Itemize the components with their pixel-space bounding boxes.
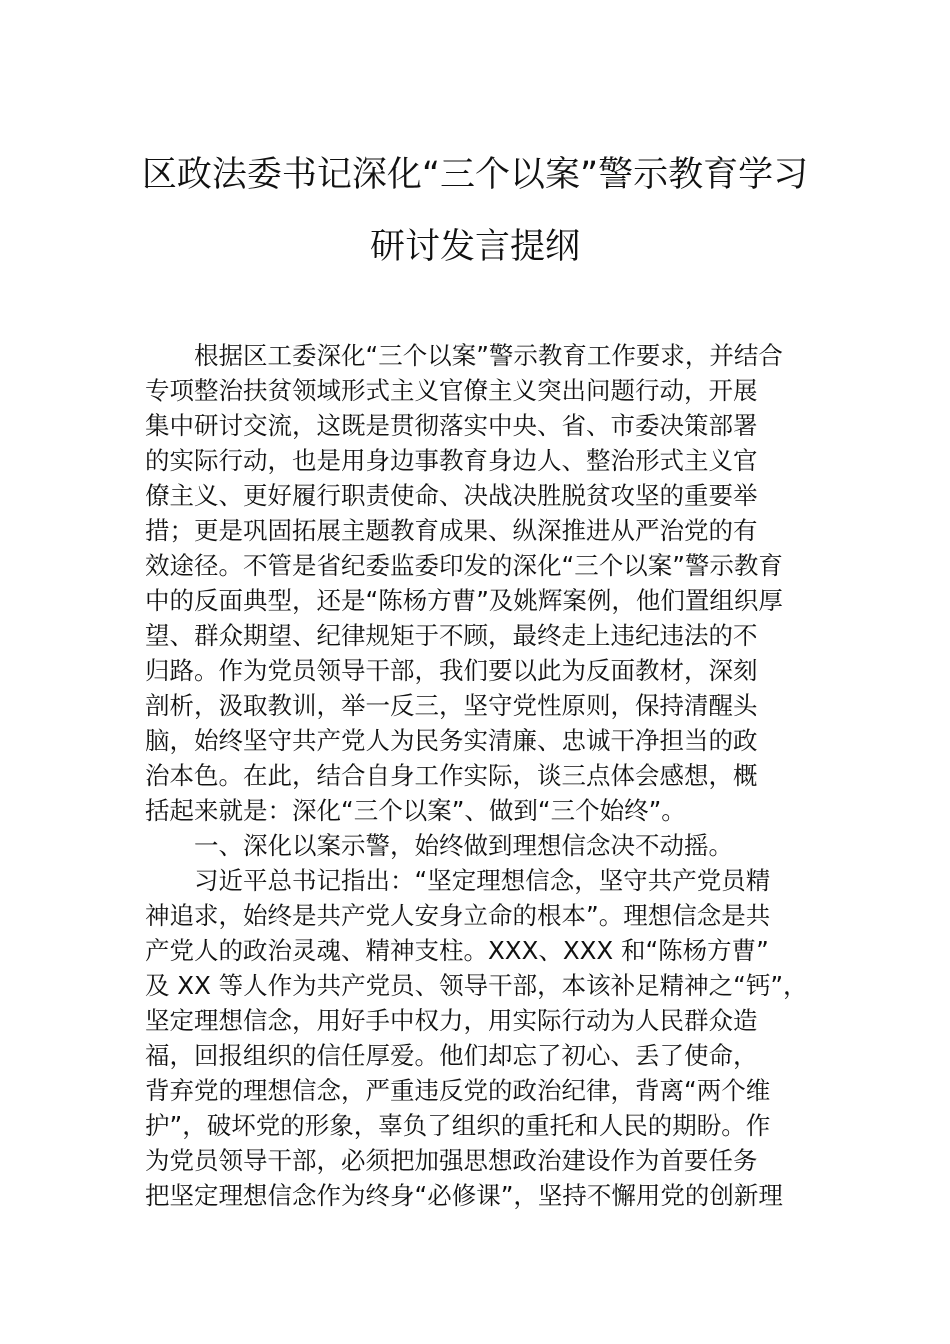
paragraph-line: 归路。作为党员领导干部，我们要以此为反面教材，深刻 bbox=[145, 656, 758, 685]
paragraph-line: 根据区工委深化“三个以案”警示教育工作要求，并结合 bbox=[194, 341, 783, 370]
paragraph-line: 中的反面典型，还是“陈杨方曹”及姚辉案例，他们置组织厚 bbox=[145, 586, 783, 615]
paragraph-line: 剖析，汲取教训，举一反三，坚守党性原则，保持清醒头 bbox=[145, 691, 758, 720]
paragraph-line: 福，回报组织的信任厚爱。他们却忘了初心、丢了使命， bbox=[145, 1041, 758, 1070]
paragraph-line: 习近平总书记指出：“坚定理想信念，坚守共产党员精 bbox=[194, 866, 771, 895]
paragraph-line: 为党员领导干部，必须把加强思想政治建设作为首要任务 bbox=[145, 1146, 758, 1175]
document-title-line-2: 研讨发言提纲 bbox=[369, 227, 580, 267]
paragraph-line: 括起来就是：深化“三个以案”、做到“三个始终”。 bbox=[145, 796, 686, 825]
paragraph-line: 及 XX 等人作为共产党员、领导干部，本该补足精神之“钙”， bbox=[145, 971, 808, 1000]
paragraph-line: 坚定理想信念，用好手中权力，用实际行动为人民群众造 bbox=[145, 1006, 758, 1035]
paragraph-line: 措；更是巩固拓展主题教育成果、纵深推进从严治党的有 bbox=[145, 516, 758, 545]
paragraph-line: 护”，破坏党的形象，辜负了组织的重托和人民的期盼。作 bbox=[145, 1111, 771, 1140]
paragraph-line: 神追求，始终是共产党人安身立命的根本”。理想信念是共 bbox=[145, 901, 771, 930]
paragraph-line: 治本色。在此，结合自身工作实际，谈三点体会感想，概 bbox=[145, 761, 758, 790]
paragraph-line: 望、群众期望、纪律规矩于不顾，最终走上违纪违法的不 bbox=[145, 621, 758, 650]
document-title-line-1: 区政法委书记深化“三个以案”警示教育学习 bbox=[141, 155, 809, 195]
section-heading: 一、深化以案示警，始终做到理想信念决不动摇。 bbox=[194, 831, 733, 860]
paragraph-line: 专项整治扶贫领域形式主义官僚主义突出问题行动，开展 bbox=[145, 376, 758, 405]
paragraph-line: 脑，始终坚守共产党人为民务实清廉、忠诚干净担当的政 bbox=[145, 726, 758, 755]
paragraph-line: 的实际行动，也是用身边事教育身边人、整治形式主义官 bbox=[145, 446, 758, 475]
paragraph-line: 僚主义、更好履行职责使命、决战决胜脱贫攻坚的重要举 bbox=[145, 481, 758, 510]
paragraph-line: 把坚定理想信念作为终身“必修课”，坚持不懈用党的创新理 bbox=[145, 1181, 783, 1210]
paragraph-line: 背弃党的理想信念，严重违反党的政治纪律，背离“两个维 bbox=[145, 1076, 771, 1105]
paragraph-line: 效途径。不管是省纪委监委印发的深化“三个以案”警示教育 bbox=[145, 551, 783, 580]
paragraph-line: 集中研讨交流，这既是贯彻落实中央、省、市委决策部署 bbox=[145, 411, 758, 440]
paragraph-line: 产党人的政治灵魂、精神支柱。XXX、XXX 和“陈杨方曹” bbox=[145, 936, 769, 965]
